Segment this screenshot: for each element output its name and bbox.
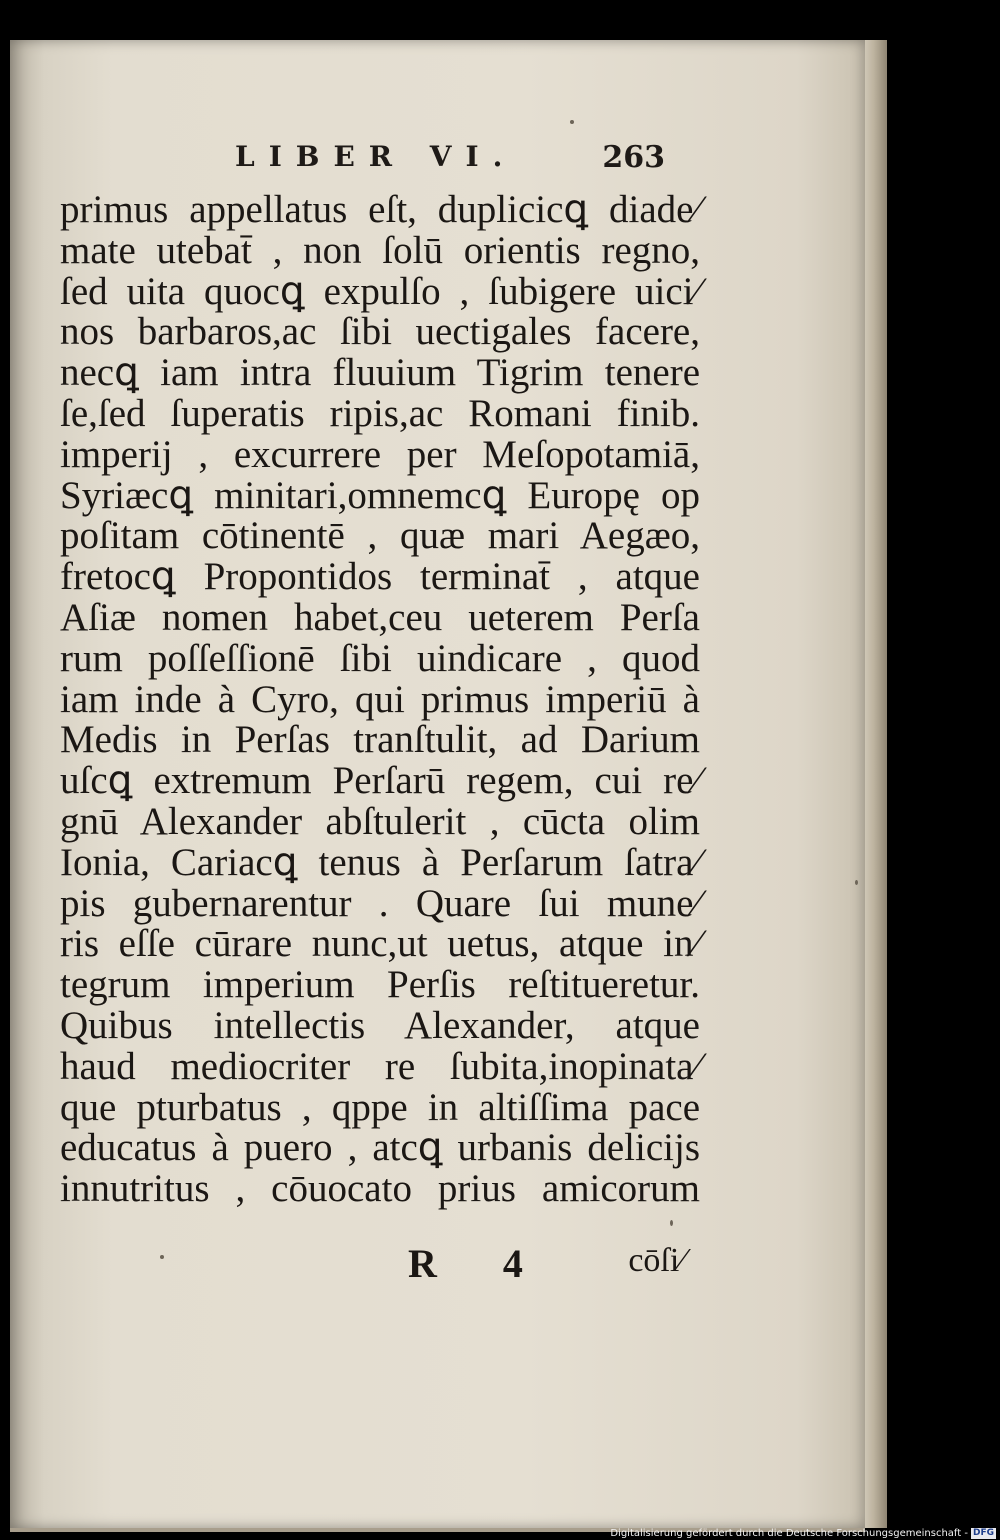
funding-credit xyxy=(610,1528,996,1540)
text-line: poſitam cōtinentē , quæ mari Aegæo, xyxy=(60,514,700,558)
text-line: mate utebat̄ , non ſolū orientis regno, xyxy=(60,228,700,272)
paper-speck xyxy=(670,1220,673,1226)
text-line: uſcꝗ extremum Perſarū regem, cui re⁄ xyxy=(60,759,700,803)
text-line: primus appellatus eſt, duplicicꝗ diade⁄ xyxy=(60,188,700,231)
credit-bar xyxy=(0,1528,1000,1540)
text-line: imperij , excurrere per Meſopotamiā, xyxy=(60,432,700,476)
paper-speck xyxy=(570,120,574,124)
text-line: nos barbaros,ac ſibi uectigales facere, xyxy=(60,310,700,354)
folio-number: 263 xyxy=(602,140,665,175)
page-edge xyxy=(865,40,887,1528)
text-line: ſed uita quocꝗ expulſo , ſubigere uici⁄ xyxy=(60,269,700,313)
text-line: rum poſſeſſionē ſibi uindicare , quod xyxy=(60,636,700,680)
signature-mark: R 4 xyxy=(408,1241,551,1286)
paper-speck xyxy=(160,1255,164,1259)
text-line: Syriæcꝗ minitari,omnemcꝗ Europę op xyxy=(60,473,700,517)
dfg-logo: DFG xyxy=(972,1528,994,1538)
text-line: Medis in Perſas tranſtulit, ad Darium xyxy=(60,718,700,762)
paper-speck xyxy=(855,880,858,885)
text-line: que pturbatus , qppe in altiſſima pace xyxy=(60,1085,700,1129)
text-line: pis gubernarentur . Quare ſui mune⁄ xyxy=(60,881,700,925)
text-line: Quibus intellectis Alexander, atque xyxy=(60,1003,700,1047)
body-text xyxy=(60,190,700,1210)
text-line: Ionia, Cariacꝗ tenus à Perſarum ſatra⁄ xyxy=(60,840,700,884)
text-line: fretocꝗ Propontidos terminat̄ , atque xyxy=(60,555,700,599)
text-line: gnū Alexander abſtulerit , cūcta olim xyxy=(60,799,700,843)
page-header xyxy=(235,140,665,180)
catchword: cōſi⁄ xyxy=(628,1242,685,1279)
text-line: Aſiæ nomen habet,ceu ueterem Perſa xyxy=(60,595,700,639)
funding-credit-text: Digitalisierung gefördert durch die Deutsche Forschungsgemeinschaft - xyxy=(610,1528,968,1539)
page-footer xyxy=(400,1240,685,1286)
text-line: haud mediocriter re ſubita,inopinata⁄ xyxy=(60,1044,700,1088)
running-head: LIBER VI. xyxy=(235,140,517,173)
text-line: necꝗ iam intra fluuium Tigrim tenere xyxy=(60,351,700,395)
text-line: ris eſſe cūrare nunc,ut uetus, atque in⁄ xyxy=(60,922,700,966)
text-line: tegrum imperium Perſis reſtitueretur. xyxy=(60,963,700,1007)
text-line: educatus à puero , atcꝗ urbanis delicijs xyxy=(60,1126,700,1170)
text-line: ſe,ſed ſuperatis ripis,ac Romani finib. xyxy=(60,391,700,435)
text-line: iam inde à Cyro, qui primus imperiū à xyxy=(60,677,700,721)
text-line: innutritus , cōuocato prius amicorum xyxy=(60,1167,700,1211)
